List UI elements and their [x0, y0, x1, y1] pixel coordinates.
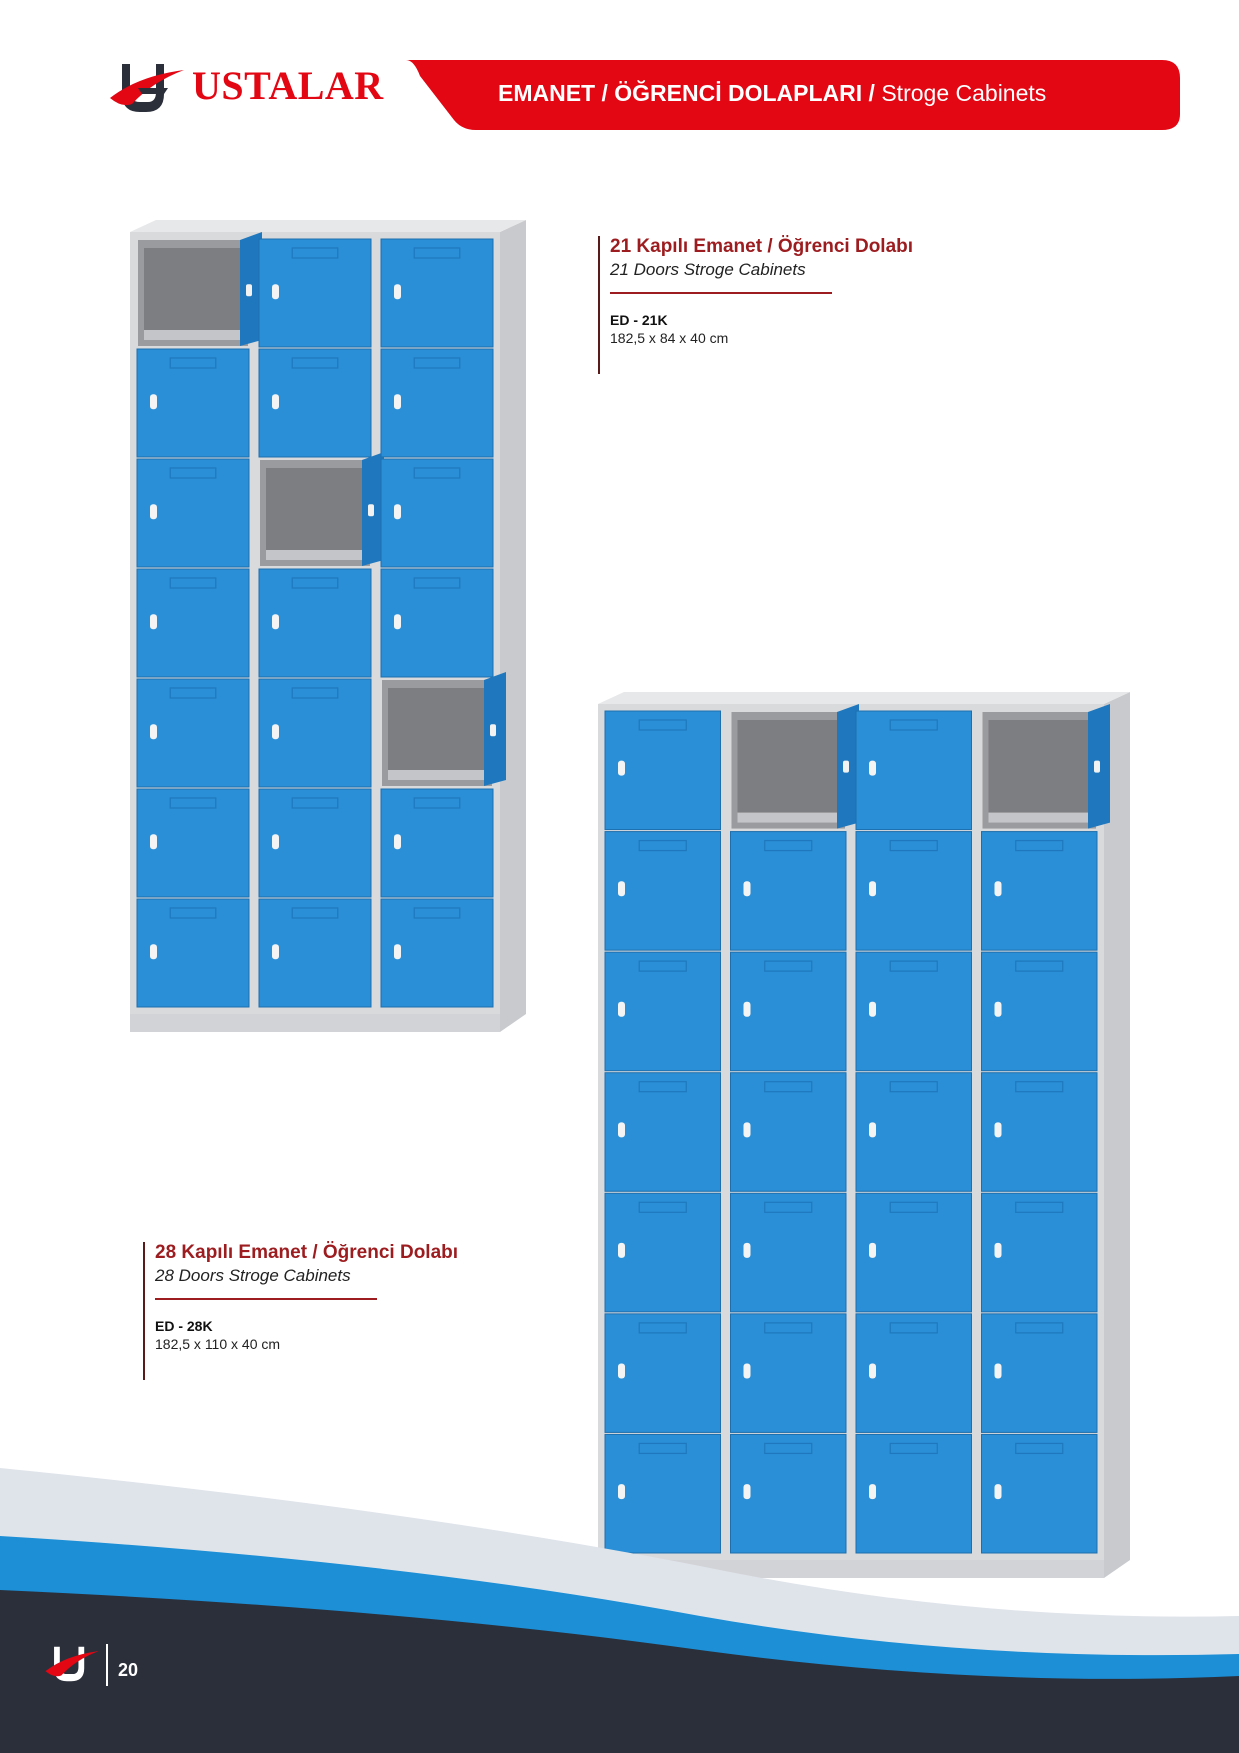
- locker-door: [856, 1314, 972, 1433]
- locker-door: [137, 679, 249, 787]
- locker-door: [856, 952, 972, 1071]
- locker-door: [137, 789, 249, 897]
- locker-door: [381, 349, 493, 457]
- page-number: 20: [118, 1660, 139, 1680]
- lock-icon: [394, 944, 401, 959]
- locker-door: [259, 239, 371, 347]
- product-code: ED - 21K: [610, 312, 668, 328]
- locker-door: [605, 832, 721, 951]
- locker-interior: [388, 688, 486, 772]
- lock-icon: [150, 724, 157, 739]
- lock-icon: [368, 504, 374, 516]
- product-title-tr: 28 Kapılı Emanet / Öğrenci Dolabı: [155, 1242, 459, 1263]
- lock-icon: [744, 1122, 751, 1137]
- lock-icon: [150, 394, 157, 409]
- lock-icon: [618, 1002, 625, 1017]
- product-title-tr: 21 Kapılı Emanet / Öğrenci Dolabı: [610, 236, 914, 257]
- locker-door: [259, 349, 371, 457]
- lock-icon: [394, 394, 401, 409]
- lock-icon: [744, 881, 751, 896]
- footer-logo-icon: [44, 1642, 100, 1686]
- lock-icon: [869, 1243, 876, 1258]
- locker-door: [605, 1314, 721, 1433]
- cabinet-21-doors-image: [130, 220, 526, 1032]
- locker-door: [381, 569, 493, 677]
- ustalar-logo-icon: [108, 58, 186, 118]
- banner-title-sub: Stroge Cabinets: [881, 80, 1047, 106]
- product-title-en: 28 Doors Stroge Cabinets: [155, 1266, 351, 1285]
- locker-door: [856, 1073, 972, 1192]
- locker-interior: [144, 248, 242, 332]
- product-info-21: [598, 236, 913, 374]
- lock-icon: [490, 724, 496, 736]
- footer-separator: [106, 1644, 108, 1686]
- locker-door: [605, 1073, 721, 1192]
- locker-door: [260, 452, 384, 566]
- locker-door: [982, 832, 1098, 951]
- lock-icon: [150, 614, 157, 629]
- title-divider: [155, 1298, 377, 1300]
- lock-icon: [618, 1363, 625, 1378]
- lock-icon: [272, 284, 279, 299]
- lock-icon: [744, 1002, 751, 1017]
- locker-door: [381, 899, 493, 1007]
- product-info-28: [143, 1242, 458, 1380]
- locker-door: [731, 952, 847, 1071]
- locker-floor: [266, 550, 364, 560]
- lock-icon: [150, 504, 157, 519]
- locker-door: [982, 1073, 1098, 1192]
- lock-icon: [995, 1122, 1002, 1137]
- locker-door: [731, 832, 847, 951]
- locker-door: [982, 1193, 1098, 1312]
- lock-icon: [272, 394, 279, 409]
- lock-icon: [272, 614, 279, 629]
- locker-interior: [266, 468, 364, 552]
- lock-icon: [150, 944, 157, 959]
- locker-door: [605, 952, 721, 1071]
- brand-name: USTALAR: [192, 63, 384, 108]
- locker-floor: [144, 330, 242, 340]
- locker-door: [138, 232, 262, 346]
- locker-floor: [738, 813, 840, 823]
- product-dimensions: 182,5 x 110 x 40 cm: [155, 1336, 281, 1352]
- locker-door: [856, 711, 972, 830]
- lock-icon: [1094, 761, 1100, 773]
- locker-floor: [989, 813, 1091, 823]
- locker-door: [605, 711, 721, 830]
- section-banner: [406, 58, 1182, 132]
- locker-door: [259, 789, 371, 897]
- locker-door: [982, 952, 1098, 1071]
- lock-icon: [843, 761, 849, 773]
- brand-logo: [108, 58, 408, 118]
- locker-door: [382, 672, 506, 786]
- lock-icon: [744, 1363, 751, 1378]
- locker-door: [731, 1073, 847, 1192]
- lock-icon: [869, 1002, 876, 1017]
- product-dimensions: 182,5 x 84 x 40 cm: [610, 330, 729, 346]
- locker-interior: [738, 720, 840, 815]
- lock-icon: [394, 504, 401, 519]
- locker-door: [381, 239, 493, 347]
- lock-icon: [394, 284, 401, 299]
- lock-icon: [246, 284, 252, 296]
- locker-door: [137, 569, 249, 677]
- locker-door: [982, 1314, 1098, 1433]
- lock-icon: [618, 761, 625, 776]
- lock-icon: [869, 761, 876, 776]
- lock-icon: [272, 834, 279, 849]
- locker-door: [259, 569, 371, 677]
- lock-icon: [995, 1243, 1002, 1258]
- cabinet-side-panel: [500, 220, 526, 1032]
- cabinet-top-panel: [130, 220, 526, 232]
- lock-icon: [995, 1002, 1002, 1017]
- locker-door: [731, 1314, 847, 1433]
- lock-icon: [618, 1243, 625, 1258]
- cabinet-plinth: [130, 1014, 500, 1032]
- locker-door: [731, 1193, 847, 1312]
- locker-door: [137, 459, 249, 567]
- lock-icon: [869, 881, 876, 896]
- locker-door: [137, 349, 249, 457]
- banner-title: [498, 80, 1046, 107]
- product-title-en: 21 Doors Stroge Cabinets: [610, 260, 806, 279]
- locker-door: [259, 899, 371, 1007]
- locker-interior: [989, 720, 1091, 815]
- footer-wave: [0, 1440, 1239, 1753]
- locker-door: [856, 1193, 972, 1312]
- locker-door: [259, 679, 371, 787]
- lock-icon: [150, 834, 157, 849]
- locker-door: [856, 832, 972, 951]
- locker-door: [137, 899, 249, 1007]
- locker-door: [381, 459, 493, 567]
- locker-door: [732, 704, 860, 829]
- lock-icon: [995, 1363, 1002, 1378]
- cabinet-top-panel: [598, 692, 1130, 704]
- title-divider: [610, 292, 832, 294]
- lock-icon: [394, 834, 401, 849]
- locker-door: [381, 789, 493, 897]
- locker-floor: [388, 770, 486, 780]
- banner-title-main: EMANET / ÖĞRENCİ DOLAPLARI /: [498, 80, 882, 106]
- locker-door: [605, 1193, 721, 1312]
- lock-icon: [869, 1363, 876, 1378]
- lock-icon: [869, 1122, 876, 1137]
- lock-icon: [995, 881, 1002, 896]
- product-code: ED - 28K: [155, 1318, 213, 1334]
- lock-icon: [618, 881, 625, 896]
- lock-icon: [272, 944, 279, 959]
- lock-icon: [618, 1122, 625, 1137]
- lock-icon: [744, 1243, 751, 1258]
- locker-door: [983, 704, 1111, 829]
- lock-icon: [272, 724, 279, 739]
- lock-icon: [394, 614, 401, 629]
